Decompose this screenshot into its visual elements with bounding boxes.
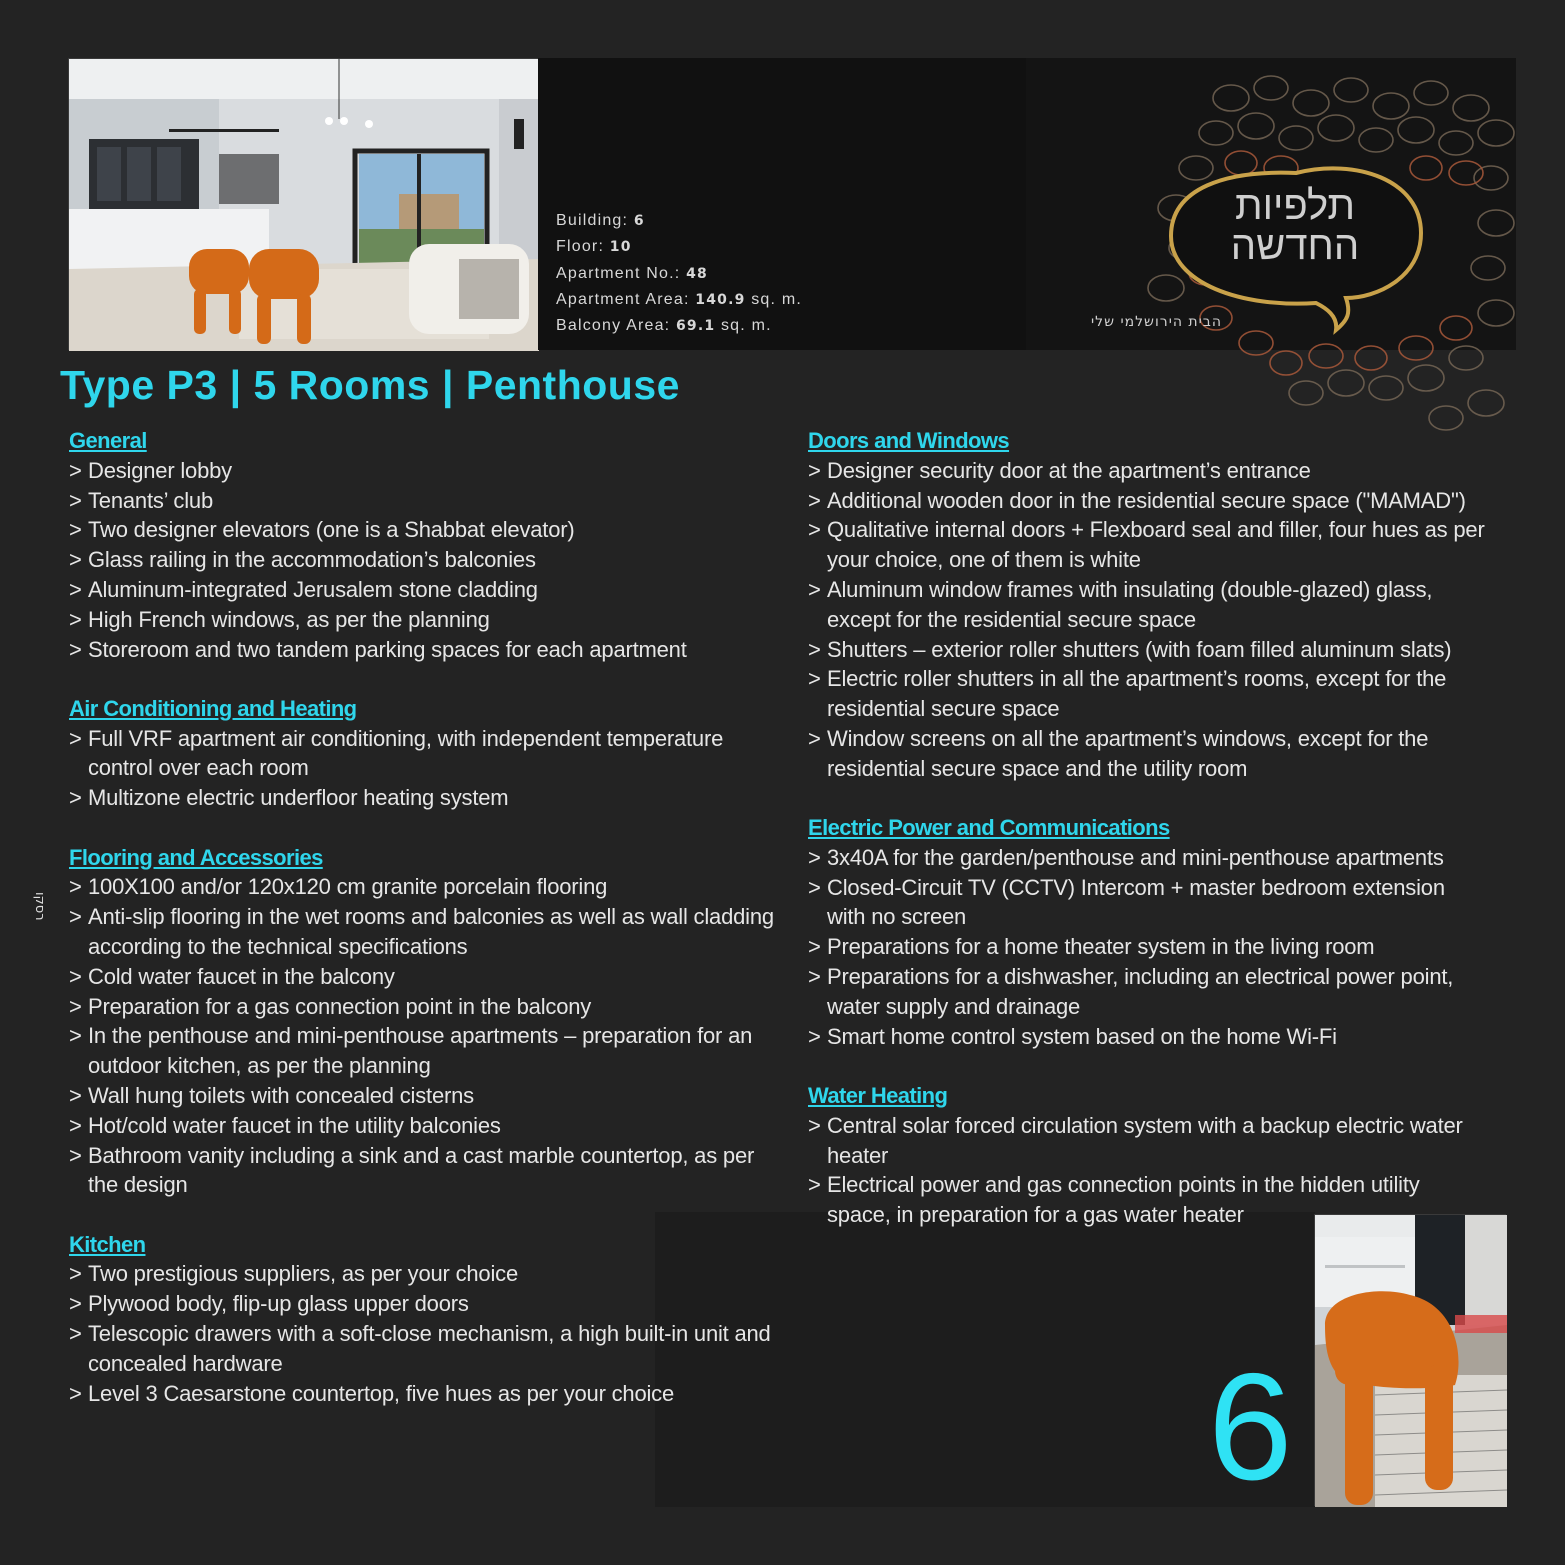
logo-line-1: תלפיות [1234,183,1356,229]
spec-section [808,1081,1488,1230]
spec-item [69,456,789,486]
spec-item-text: In the penthouse and mini-penthouse apartments – preparation for an outdoor kitchen, as per the planning [88,1023,753,1079]
spec-item [808,515,1488,575]
spec-item-text: Preparations for a dishwasher, including an electrical power point, water supply and drainage [827,964,1454,1019]
spec-item [69,1379,789,1409]
spec-item [808,635,1488,665]
spec-item-text: Additional wooden door in the residential secure space ("MAMAD") [827,487,1466,513]
bullet-arrow-icon: > [808,844,821,870]
spec-item [69,872,789,902]
section-heading: Air Conditioning and Heating [69,695,357,721]
bullet-arrow-icon: > [808,934,821,960]
spec-item [69,724,789,784]
spec-item [69,1081,789,1111]
spec-section [808,813,1488,1051]
side-label [22,888,47,936]
logo-tagline: הבית הירושלמי שלי [1091,314,1222,330]
bullet-arrow-icon: > [69,874,82,900]
spec-item [808,843,1488,873]
spec-item-text: Hot/cold water faucet in the utility balconies [88,1112,501,1138]
spec-item [808,575,1488,635]
spec-item [69,783,789,813]
spec-item [808,486,1488,516]
spec-item [69,1259,789,1289]
page-number: 6 [1208,1342,1293,1512]
spec-item-text: Preparation for a gas connection point in the balcony [88,993,592,1019]
bullet-arrow-icon: > [808,636,821,662]
bullet-arrow-icon: > [69,904,82,930]
bullet-arrow-icon: > [69,1023,82,1049]
spec-item-text: Bathroom vanity including a sink and a cast marble countertop, as per the design [88,1142,755,1198]
spec-item-text: Two designer elevators (one is a Shabbat elevator) [88,517,575,543]
spec-item-text: Smart home control system based on the home Wi-Fi [827,1023,1337,1049]
info-building: Building: 6 [556,212,645,229]
spec-item-text: Shutters – exterior roller shutters (with foam filled aluminum slats) [827,636,1452,662]
section-heading: Electric Power and Communications [808,815,1170,841]
spec-item-text: Telescopic drawers with a soft-close mechanism, a high built-in unit and concealed hardware [88,1321,771,1376]
spec-item [69,1111,789,1141]
bullet-arrow-icon: > [808,576,821,602]
spec-item-text: Aluminum-integrated Jerusalem stone cladding [88,576,538,602]
bullet-arrow-icon: > [808,964,821,990]
info-floor: Floor: 10 [556,238,632,256]
spec-item [69,635,789,665]
spec-item [69,1141,789,1201]
logo-line-2: החדשה [1230,223,1360,269]
spec-item [808,932,1488,962]
spec-section [69,1230,789,1409]
spec-item-text: Qualitative internal doors + Flexboard seal and filler, four hues as per your choice, one of them is white [827,517,1485,573]
spec-item [69,575,789,605]
bullet-arrow-icon: > [69,487,82,513]
bullet-arrow-icon: > [69,1321,82,1347]
spec-item-text: Anti-slip flooring in the wet rooms and balconies as well as wall cladding according to the technical specifications [88,904,774,959]
spec-item-text: Multizone electric underfloor heating system [88,785,509,811]
bullet-arrow-icon: > [69,1261,82,1287]
bullet-arrow-icon: > [69,547,82,573]
spec-item [69,545,789,575]
spec-item-text: Storeroom and two tandem parking spaces for each apartment [88,636,687,662]
info-balcony-area: Balcony Area: 69.1 sq. m. [556,317,772,335]
page-title: Type P3 | 5 Rooms | Penthouse [60,362,680,408]
bullet-arrow-icon: > [69,576,82,602]
apartment-info-list [556,208,802,339]
bullet-arrow-icon: > [69,993,82,1019]
spec-item-text: Designer security door at the apartment’s entrance [827,457,1311,483]
spec-item [808,664,1488,724]
bullet-arrow-icon: > [69,1142,82,1168]
section-heading: General [69,428,147,453]
spec-item-text: Window screens on all the apartment’s windows, except for the residential secure space and the utility room [827,725,1429,781]
bullet-arrow-icon: > [808,487,821,513]
living-room-photo [68,58,538,350]
bullet-arrow-icon: > [69,1380,82,1406]
section-heading: Kitchen [69,1231,146,1257]
spec-item-text: Two prestigious suppliers, as per your choice [88,1261,518,1287]
section-heading: Doors and Windows [808,428,1010,453]
bullet-arrow-icon: > [808,666,821,692]
spec-item-text: Level 3 Caesarstone countertop, five hues as per your choice [88,1380,675,1406]
spec-item [69,1319,789,1379]
spec-item-text: Central solar forced circulation system with a backup electric water heater [827,1112,1463,1168]
spec-item [69,605,789,635]
spec-item-text: Closed-Circuit TV (CCTV) Intercom + master bedroom extension with no screen [827,874,1445,930]
spec-item-text: 3x40A for the garden/penthouse and mini-penthouse apartments [827,844,1444,870]
spec-item [808,873,1488,933]
side-label-text: רסקו [32,892,47,921]
spec-item [808,456,1488,486]
bullet-arrow-icon: > [69,785,82,811]
spec-item-text: Tenants’ club [88,487,213,513]
spec-item [808,1111,1488,1171]
spec-item-text: Designer lobby [88,457,232,483]
spec-item [69,515,789,545]
spec-item-text: Full VRF apartment air conditioning, with independent temperature control over each room [88,725,724,781]
spec-item [69,486,789,516]
spec-section [69,843,789,1201]
bullet-arrow-icon: > [69,606,82,632]
spec-item-text: Glass railing in the accommodation’s balconies [88,547,536,573]
spec-item-text: Preparations for a home theater system in the living room [827,934,1375,960]
bullet-arrow-icon: > [69,963,82,989]
bullet-arrow-icon: > [69,1112,82,1138]
spec-item [69,902,789,962]
orange-chair-photo [1314,1214,1506,1506]
bullet-arrow-icon: > [808,874,821,900]
section-heading: Flooring and Accessories [69,844,323,870]
spec-item-text: Electrical power and gas connection points in the hidden utility space, in preparation for a gas water heater [827,1172,1420,1228]
spec-item-text: 100X100 and/or 120x120 cm granite porcelain flooring [88,874,608,900]
info-apartment-no: Apartment No.: 48 [556,264,708,282]
spec-section [69,426,789,664]
spec-item [808,724,1488,784]
spec-section [808,426,1488,784]
bullet-arrow-icon: > [808,725,821,751]
bullet-arrow-icon: > [808,457,821,483]
spec-item-text: Aluminum window frames with insulating (double-glazed) glass, except for the residential secure space [827,576,1433,632]
section-heading: Water Heating [808,1082,948,1108]
spec-item-text: High French windows, as per the planning [88,606,490,632]
left-column [69,426,789,1438]
spec-item [69,1021,789,1081]
spec-section [69,694,789,813]
spec-item [69,962,789,992]
info-apartment-area: Apartment Area: 140.9 sq. m. [556,290,802,308]
bullet-arrow-icon: > [808,1023,821,1049]
spec-item [808,1022,1488,1052]
bullet-arrow-icon: > [69,457,82,483]
spec-item [69,1289,789,1319]
apartment-info-box [538,58,1026,350]
spec-item-text: Plywood body, flip-up glass upper doors [88,1291,469,1317]
bullet-arrow-icon: > [69,1291,82,1317]
spec-item-text: Wall hung toilets with concealed cisterns [88,1082,474,1108]
spec-item-text: Cold water faucet in the balcony [88,963,395,989]
spec-item [69,992,789,1022]
bullet-arrow-icon: > [69,636,82,662]
right-column [808,426,1488,1259]
project-logo [1190,183,1400,269]
bullet-arrow-icon: > [69,725,82,751]
bullet-arrow-icon: > [69,517,82,543]
bullet-arrow-icon: > [808,1112,821,1138]
spec-item-text: Electric roller shutters in all the apartment’s rooms, except for the residential secure space [827,666,1447,722]
spec-item [808,962,1488,1022]
bullet-arrow-icon: > [69,1082,82,1108]
bullet-arrow-icon: > [808,1172,821,1198]
bullet-arrow-icon: > [808,517,821,543]
